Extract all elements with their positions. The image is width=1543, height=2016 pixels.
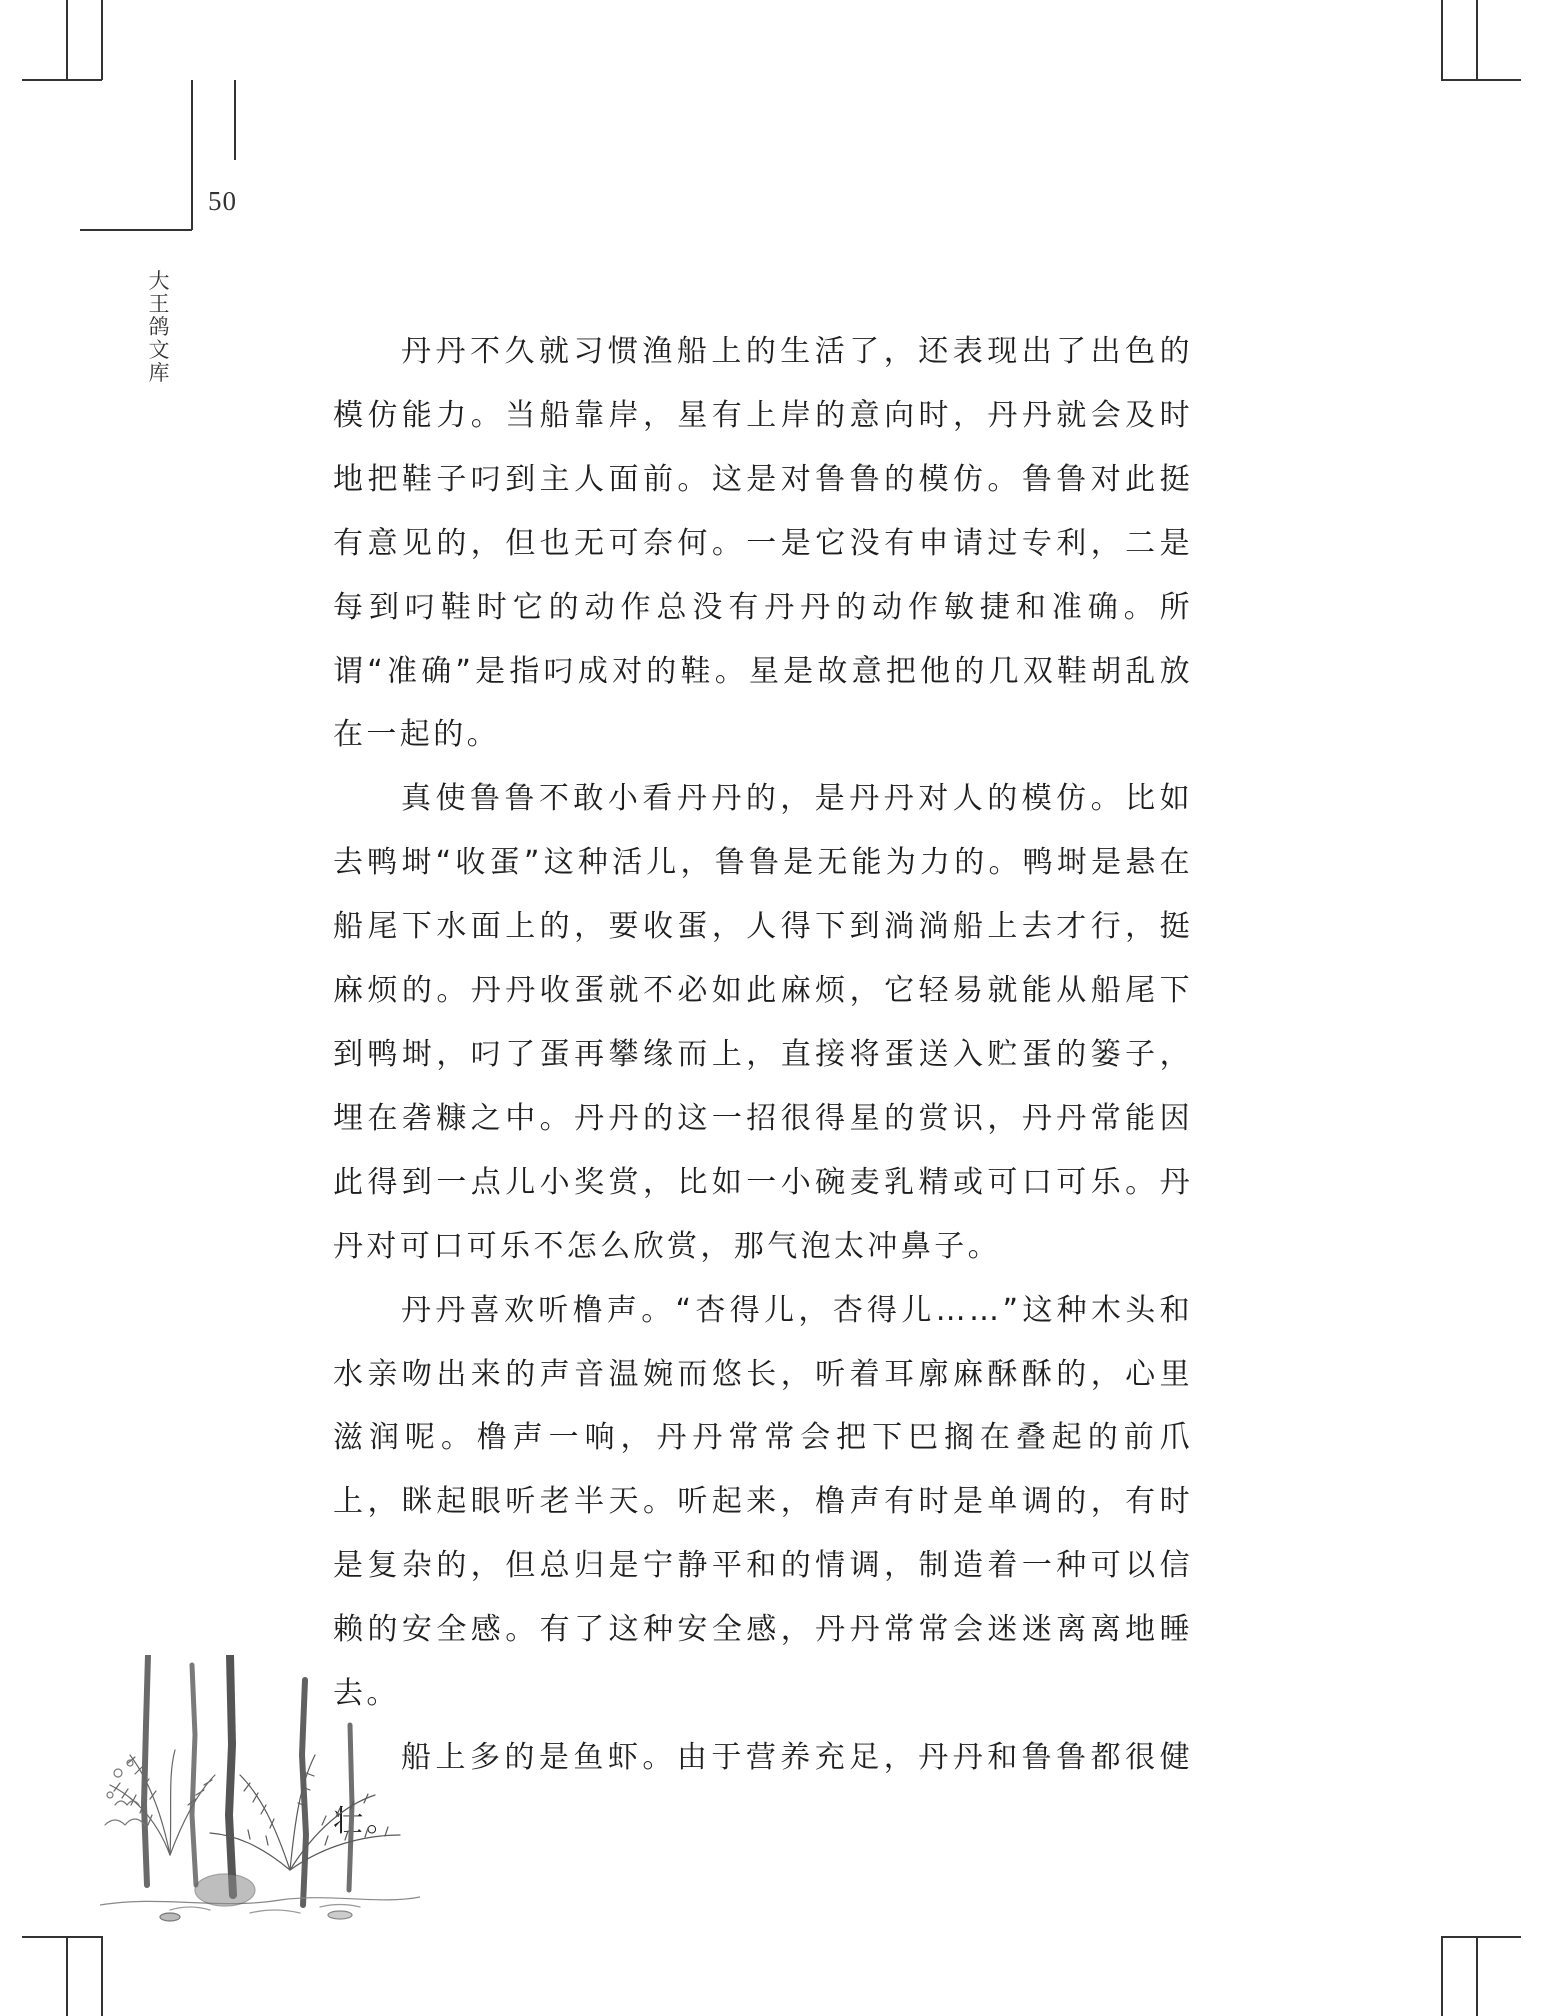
rock [328,1911,352,1919]
paragraph-1: 丹丹不久就习惯渔船上的生活了，还表现出了出色的模仿能力。当船靠岸，星有上岸的意向时，丹丹就会及时地把鞋子叼到主人面前。这是对鲁鲁的模仿。鲁鲁对此挺有意见的，但也无可奈何。一是它没有申请过专利，二是每到叼鞋时它的动作总没有丹丹的动作敏捷和准确。所谓“准确”是指叼成对的鞋。星是故意把他的几双鞋胡乱放在一起的。 [333,334,1193,753]
crop-mark-bottom-left-v [101,1936,103,2016]
forest-illustration [100,1655,420,1925]
rock [160,1913,180,1921]
series-title: 大王鸽文库 [148,269,170,385]
crop-mark-top-left-inner-v [66,0,68,80]
paragraph-2: 真使鲁鲁不敢小看丹丹的，是丹丹对人的模仿。比如去鸭埘“收蛋”这种活儿，鲁鲁是无能为力的。鸭埘是悬在船尾下水面上的，要收蛋，人得下到淌淌船上去才行，挺麻烦的。丹丹收蛋就不必如此麻烦，它轻易就能从船尾下到鸭埘，叼了蛋再攀缘而上，直接将蛋送入贮蛋的篓子，埋在砻糠之中。丹丹的这一招很得星的赏识，丹丹常能因此得到一点儿小奖赏，比如一小碗麦乳精或可口可乐。丹丹对可口可乐不怎么欣赏，那气泡太冲鼻子。 [333,781,1193,1264]
crop-mark-top-right-inner-v [1476,0,1478,80]
crop-mark-bottom-right-inner-v [1476,1936,1478,2016]
crop-mark-top-right-h [1441,79,1521,81]
burrow [195,1874,255,1906]
text-body [333,320,1193,1854]
crop-mark-bottom-right-h [1441,1936,1521,1938]
tree-trunk-4 [302,1680,306,1905]
tree-trunk-3 [229,1655,233,1895]
tree-trunk-2 [192,1665,196,1885]
crop-mark-bottom-left-inner-v [66,1936,68,2016]
crop-mark-top-right-v [1441,0,1443,80]
paragraph-4: 船上多的是鱼虾。由于营养充足，丹丹和鲁鲁都很健壮。 [333,1739,1193,1839]
frame-line-right [234,80,236,160]
crop-mark-bottom-left-h [22,1936,102,1938]
ground-line [100,1897,420,1905]
crop-mark-top-left-h [22,79,102,81]
crop-mark-bottom-right-v [1441,1936,1443,2016]
page-number: 50 [208,186,237,216]
crop-mark-top-left-v [101,0,103,80]
paragraph-3: 丹丹喜欢听橹声。“杏得儿，杏得儿……”这种木头和水亲吻出来的声音温婉而悠长，听着耳廓麻酥酥的，心里滋润呢。橹声一响，丹丹常常会把下巴搁在叠起的前爪上，眯起眼听老半天。听起来，橹声有时是单调的，有时是复杂的，但总归是宁静平和的情调，制造着一种可以信赖的安全感。有了这种安全感，丹丹常常会迷迷离离地睡去。 [333,1292,1193,1712]
frame-line-left [191,80,193,230]
tree-trunk-1 [144,1655,148,1885]
frame-line-bottom [80,229,192,231]
fern-left [110,1750,215,1855]
